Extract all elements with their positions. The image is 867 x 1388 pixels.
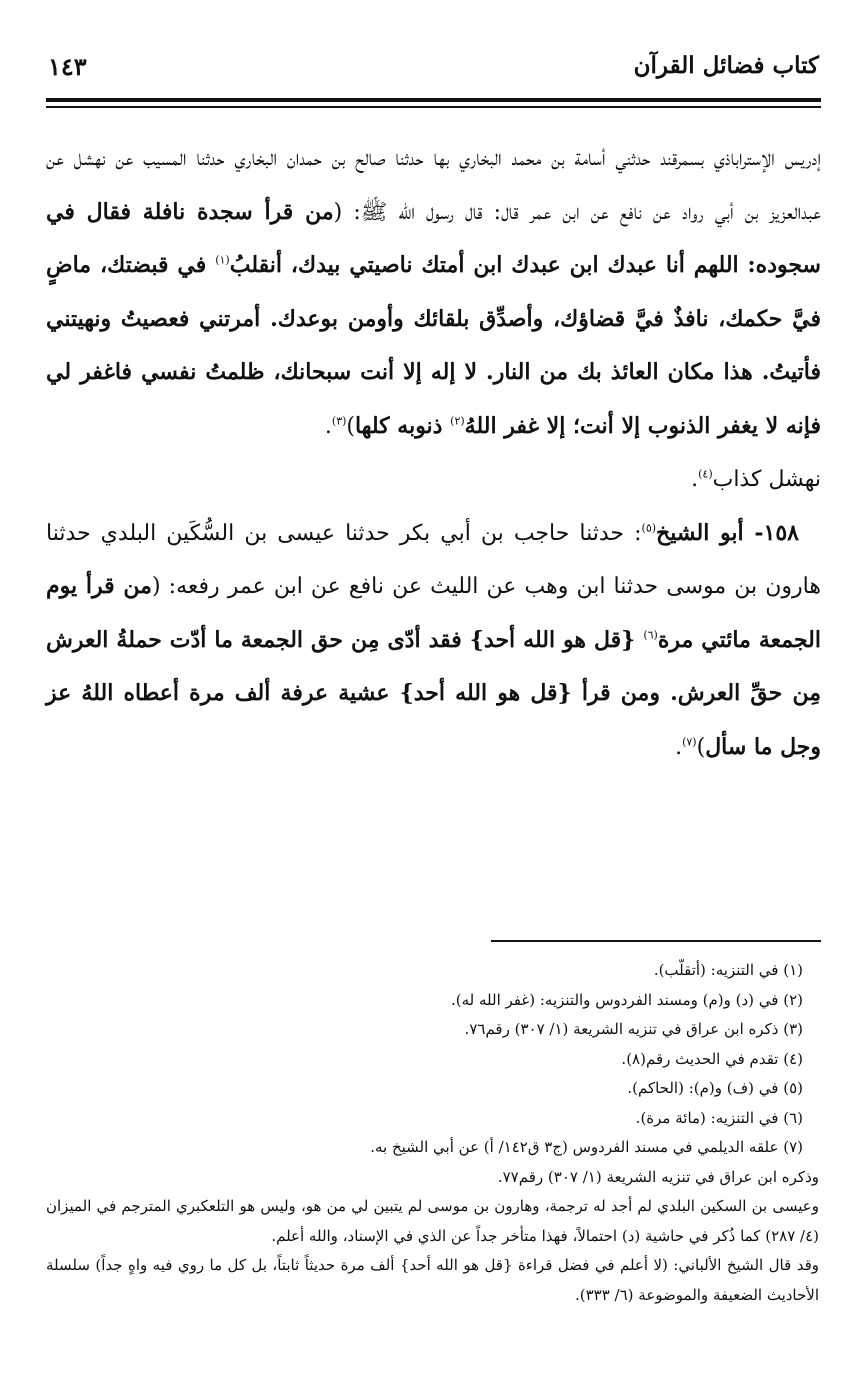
text-segment: نهشل كذاب (712, 467, 821, 492)
footnote-2: (٢) في (د) و(م) ومسند الفردوس والتنزيه: (غفر الله له). (451, 990, 803, 1009)
hadith-text-bold: من قرأ سجدة نافلة فقال في سجوده: اللهم أنا عبدك ابن عبدك ابن أمتك ناصيتي بيدك، أنقلبُ (46, 198, 821, 278)
footnote-separator (491, 940, 821, 942)
book-title: كتاب فضائل القرآن (633, 52, 819, 79)
page-header (46, 48, 821, 92)
footnote-6: (٦) في التنزيه: (مائة مرة). (635, 1108, 803, 1127)
footnote-7-continued: وذكره ابن عراق في تنزيه الشريعة (١/ ٣٠٧) رقم٧٧. (497, 1167, 819, 1186)
hadith-text-bold: {قل هو الله أحد} فقد أدّى مِن حق الجمعة ما أدّت حملةُ العرش مِن حقِّ العرش. ومن قرأ {قل هو الله أحد} عشية عرفة ألف مرة أعطاه اللهُ عز وجل ما سأل (46, 626, 821, 760)
footnote-ref-1: (١) (215, 253, 230, 267)
text-period: . (324, 413, 332, 439)
main-text (46, 132, 821, 774)
text-segment: إدريس الإستراباذي بسمرقند حدثني أسامة بن محمد البخاري بها حدثنا صالح بن حمدان البخاري حدثنا المسيب عن نهشل عن عبدالعزيز بن أبي رواد عن نافع عن ابن عمر قال: قال رسول الله ﷺ: ( (46, 146, 821, 225)
paragraph-hadith-158 (46, 507, 821, 775)
closing-paren: ) (346, 413, 356, 439)
paragraph-hadith-157-continued (46, 132, 821, 453)
footnote-1: (١) في التنزيه: (أتقلّب). (653, 961, 803, 979)
footnote-ref-3: (٣) (331, 414, 347, 428)
page-number: ١٤٣ (48, 52, 87, 81)
paragraph-narrator-note (46, 453, 821, 507)
footnote-ref-7: (٧) (682, 735, 697, 749)
footnote-7: (٧) علقه الديلمي في مسند الفردوس (ج٣ ق١٤٢/ أ) عن أبي الشيخ به. (370, 1138, 803, 1156)
header-rule-thick (46, 98, 821, 102)
text-segment: : حدثنا حاجب بن أبي بكر حدثنا عيسى بن السُّكَين البلدي حدثنا هارون بن موسى حدثنا ابن وهب عن الليث عن نافع عن ابن عمر رفعه: ( (46, 520, 821, 599)
book-page (46, 48, 821, 1368)
footnotes (46, 956, 821, 1310)
hadith-text-bold: ذنوبه كلها (355, 412, 451, 439)
hadith-text-bold: في قبضتك، ماضٍ فيَّ حكمك، نافذٌ فيَّ قضاؤك، وأصدِّق بلقائك وأومن بوعدك. أمرتني فعصيتُ ونهيتني فأتيتُ. هذا مكان العائذ بك من النار. لا إله إلا أنت سبحانك، ظلمتُ نفسي فاغفر لي فإنه لا يغفر الذنوب إلا أنت؛ إلا غفر اللهُ (46, 252, 821, 439)
footnote-5: (٥) في (ف) و(م): (الحاكم). (627, 1079, 803, 1097)
text-period: . (691, 467, 699, 492)
footnote-7-continued: وعيسى بن السكين البلدي لم أجد له ترجمة، وهارون بن موسى لم يتبين لي من هو، وليس هو التلعكبري المترجم في الميزان (٤/ ٢٨٧) كما ذُكر في حاشية (د) احتمالاً، فهذا متأخر جداً عن الذي في الإسناد، والله أعلم. (46, 1197, 819, 1245)
hadith-text-bold: من قرأ يوم الجمعة مائتي مرة (46, 573, 821, 653)
hadith-number-source: ١٥٨- أبو الشيخ (656, 519, 799, 546)
header-rule-thin (46, 106, 821, 108)
footnote-ref-5: (٥) (641, 521, 657, 535)
footnote-ref-6: (٦) (643, 628, 658, 642)
footnote-3: (٣) ذكره ابن عراق في تنزيه الشريعة (١/ ٣٠٧) رقم٧٦. (464, 1020, 803, 1038)
text-period: . (675, 734, 683, 760)
closing-paren: ) (696, 734, 706, 760)
footnote-ref-2: (٢) (450, 414, 465, 428)
footnote-4: (٤) تقدم في الحديث رقم(٨). (621, 1049, 803, 1068)
footnote-ref-4: (٤) (698, 467, 713, 481)
footnote-7-continued: وقد قال الشيخ الألباني: (لا أعلم في فضل قراءة {قل هو الله أحد} ألف مرة حديثاً ثابتاً، بل كل ما روي فيه واهٍ جداً) سلسلة الأحاديث الضعيفة والموضوعة (٦/ ٣٣٣). (46, 1256, 819, 1304)
